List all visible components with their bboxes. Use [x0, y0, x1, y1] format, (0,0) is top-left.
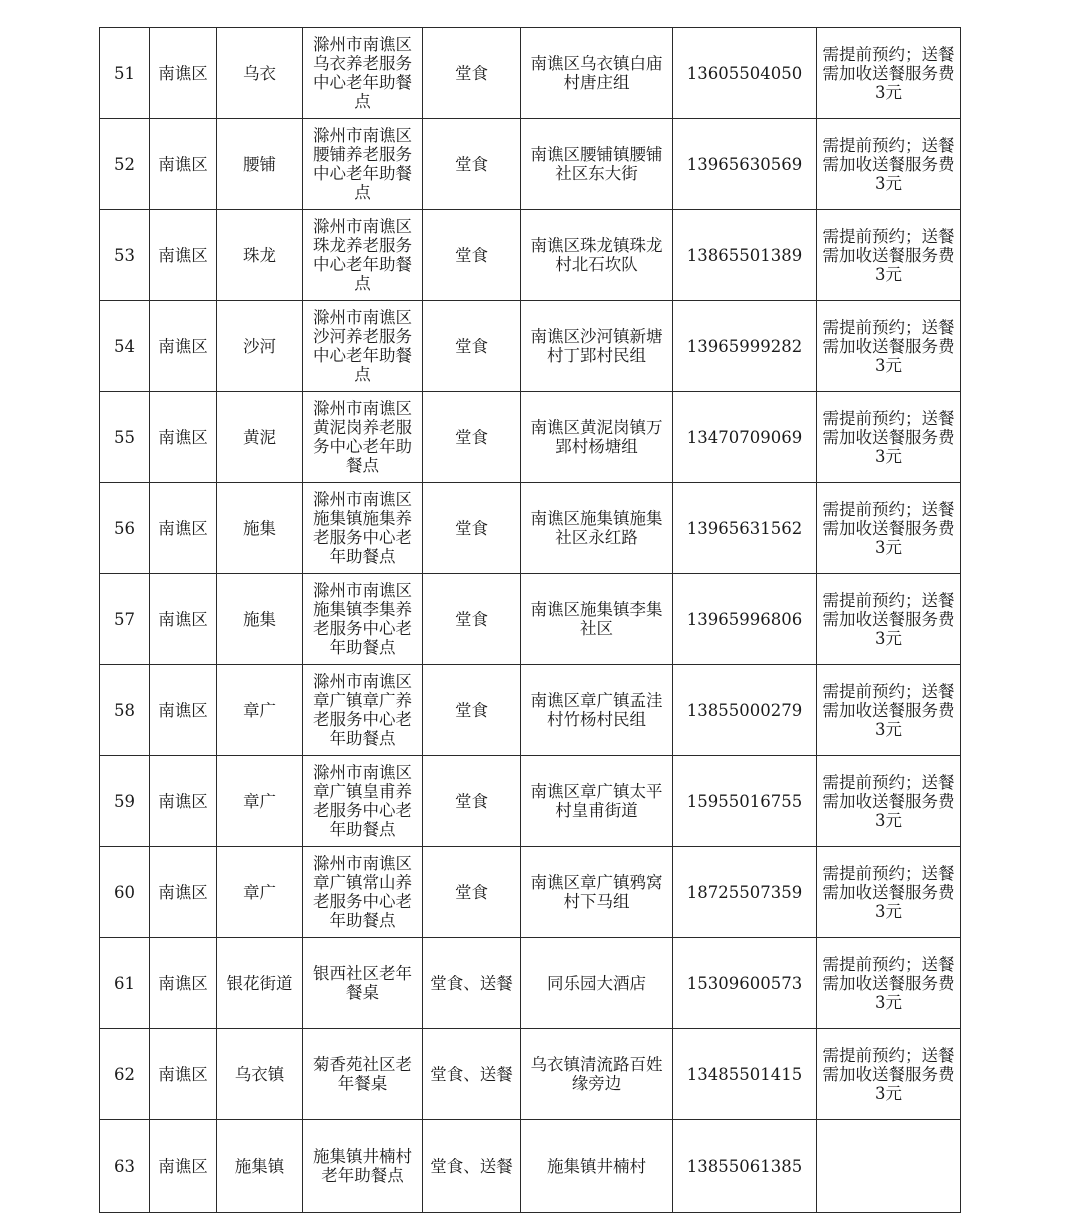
phone-cell: 13965996806	[673, 574, 817, 665]
note-cell: 需提前预约；送餐需加收送餐服务费3元	[817, 1029, 961, 1120]
district-cell: 南谯区	[150, 301, 217, 392]
address-cell: 南谯区章广镇鸦窝村下马组	[521, 847, 673, 938]
row-number: 51	[100, 28, 150, 119]
row-number: 63	[100, 1120, 150, 1213]
note-cell: 需提前预约；送餐需加收送餐服务费3元	[817, 483, 961, 574]
row-number: 54	[100, 301, 150, 392]
meal-point-table	[99, 27, 961, 1213]
row-number: 59	[100, 756, 150, 847]
district-cell: 南谯区	[150, 938, 217, 1029]
address-cell: 乌衣镇清流路百姓缘旁边	[521, 1029, 673, 1120]
table-row	[100, 1029, 961, 1120]
table-row	[100, 847, 961, 938]
meal-point-name-cell: 滁州市南谯区黄泥岗养老服务中心老年助餐点	[303, 392, 423, 483]
address-cell: 南谯区章广镇太平村皇甫街道	[521, 756, 673, 847]
note-cell: 需提前预约；送餐需加收送餐服务费3元	[817, 28, 961, 119]
phone-cell: 13470709069	[673, 392, 817, 483]
row-number: 57	[100, 574, 150, 665]
address-cell: 南谯区施集镇施集社区永红路	[521, 483, 673, 574]
phone-cell: 15955016755	[673, 756, 817, 847]
town-cell: 乌衣镇	[217, 1029, 303, 1120]
table-row	[100, 119, 961, 210]
town-cell: 银花街道	[217, 938, 303, 1029]
note-cell: 需提前预约；送餐需加收送餐服务费3元	[817, 938, 961, 1029]
table-row	[100, 1120, 961, 1213]
phone-cell: 13965999282	[673, 301, 817, 392]
table-row	[100, 392, 961, 483]
note-cell	[817, 1120, 961, 1213]
district-cell: 南谯区	[150, 574, 217, 665]
district-cell: 南谯区	[150, 756, 217, 847]
phone-cell: 13485501415	[673, 1029, 817, 1120]
service-type-cell: 堂食	[423, 574, 521, 665]
table-row	[100, 665, 961, 756]
town-cell: 施集	[217, 574, 303, 665]
row-number: 55	[100, 392, 150, 483]
town-cell: 章广	[217, 847, 303, 938]
meal-point-name-cell: 滁州市南谯区腰铺养老服务中心老年助餐点	[303, 119, 423, 210]
meal-point-name-cell: 滁州市南谯区乌衣养老服务中心老年助餐点	[303, 28, 423, 119]
town-cell: 施集镇	[217, 1120, 303, 1213]
row-number: 58	[100, 665, 150, 756]
phone-cell: 13855000279	[673, 665, 817, 756]
town-cell: 施集	[217, 483, 303, 574]
phone-cell: 13965630569	[673, 119, 817, 210]
meal-point-name-cell: 滁州市南谯区章广镇章广养老服务中心老年助餐点	[303, 665, 423, 756]
note-cell: 需提前预约；送餐需加收送餐服务费3元	[817, 392, 961, 483]
town-cell: 腰铺	[217, 119, 303, 210]
district-cell: 南谯区	[150, 665, 217, 756]
note-cell: 需提前预约；送餐需加收送餐服务费3元	[817, 756, 961, 847]
town-cell: 章广	[217, 665, 303, 756]
row-number: 60	[100, 847, 150, 938]
note-cell: 需提前预约；送餐需加收送餐服务费3元	[817, 119, 961, 210]
meal-point-name-cell: 滁州市南谯区沙河养老服务中心老年助餐点	[303, 301, 423, 392]
phone-cell: 15309600573	[673, 938, 817, 1029]
service-type-cell: 堂食	[423, 665, 521, 756]
table-row	[100, 756, 961, 847]
town-cell: 珠龙	[217, 210, 303, 301]
service-type-cell: 堂食、送餐	[423, 938, 521, 1029]
note-cell: 需提前预约；送餐需加收送餐服务费3元	[817, 665, 961, 756]
meal-point-name-cell: 滁州市南谯区章广镇皇甫养老服务中心老年助餐点	[303, 756, 423, 847]
address-cell: 南谯区黄泥岗镇万郢村杨塘组	[521, 392, 673, 483]
meal-point-name-cell: 施集镇井楠村老年助餐点	[303, 1120, 423, 1213]
table-row	[100, 210, 961, 301]
table-row	[100, 301, 961, 392]
address-cell: 南谯区珠龙镇珠龙村北石坎队	[521, 210, 673, 301]
row-number: 52	[100, 119, 150, 210]
district-cell: 南谯区	[150, 119, 217, 210]
table-row	[100, 28, 961, 119]
district-cell: 南谯区	[150, 847, 217, 938]
service-type-cell: 堂食	[423, 483, 521, 574]
address-cell: 同乐园大酒店	[521, 938, 673, 1029]
address-cell: 南谯区沙河镇新塘村丁郢村民组	[521, 301, 673, 392]
service-type-cell: 堂食、送餐	[423, 1120, 521, 1213]
note-cell: 需提前预约；送餐需加收送餐服务费3元	[817, 210, 961, 301]
service-type-cell: 堂食、送餐	[423, 1029, 521, 1120]
row-number: 61	[100, 938, 150, 1029]
meal-point-name-cell: 滁州市南谯区施集镇施集养老服务中心老年助餐点	[303, 483, 423, 574]
table-row	[100, 574, 961, 665]
district-cell: 南谯区	[150, 210, 217, 301]
district-cell: 南谯区	[150, 28, 217, 119]
phone-cell: 18725507359	[673, 847, 817, 938]
meal-point-name-cell: 滁州市南谯区珠龙养老服务中心老年助餐点	[303, 210, 423, 301]
row-number: 56	[100, 483, 150, 574]
phone-cell: 13965631562	[673, 483, 817, 574]
town-cell: 乌衣	[217, 28, 303, 119]
note-cell: 需提前预约；送餐需加收送餐服务费3元	[817, 847, 961, 938]
note-cell: 需提前预约；送餐需加收送餐服务费3元	[817, 301, 961, 392]
district-cell: 南谯区	[150, 1029, 217, 1120]
service-type-cell: 堂食	[423, 756, 521, 847]
town-cell: 章广	[217, 756, 303, 847]
table-body	[100, 28, 961, 1213]
district-cell: 南谯区	[150, 392, 217, 483]
meal-point-name-cell: 滁州市南谯区施集镇李集养老服务中心老年助餐点	[303, 574, 423, 665]
town-cell: 黄泥	[217, 392, 303, 483]
table-row	[100, 938, 961, 1029]
meal-point-name-cell: 银西社区老年餐桌	[303, 938, 423, 1029]
district-cell: 南谯区	[150, 483, 217, 574]
meal-point-name-cell: 菊香苑社区老年餐桌	[303, 1029, 423, 1120]
address-cell: 南谯区施集镇李集社区	[521, 574, 673, 665]
district-cell: 南谯区	[150, 1120, 217, 1213]
phone-cell: 13855061385	[673, 1120, 817, 1213]
service-type-cell: 堂食	[423, 28, 521, 119]
phone-cell: 13865501389	[673, 210, 817, 301]
meal-point-name-cell: 滁州市南谯区章广镇常山养老服务中心老年助餐点	[303, 847, 423, 938]
table-row	[100, 483, 961, 574]
row-number: 62	[100, 1029, 150, 1120]
service-type-cell: 堂食	[423, 392, 521, 483]
address-cell: 施集镇井楠村	[521, 1120, 673, 1213]
address-cell: 南谯区乌衣镇白庙村唐庄组	[521, 28, 673, 119]
note-cell: 需提前预约；送餐需加收送餐服务费3元	[817, 574, 961, 665]
service-type-cell: 堂食	[423, 301, 521, 392]
address-cell: 南谯区腰铺镇腰铺社区东大街	[521, 119, 673, 210]
address-cell: 南谯区章广镇孟洼村竹杨村民组	[521, 665, 673, 756]
service-type-cell: 堂食	[423, 847, 521, 938]
phone-cell: 13605504050	[673, 28, 817, 119]
service-type-cell: 堂食	[423, 210, 521, 301]
row-number: 53	[100, 210, 150, 301]
town-cell: 沙河	[217, 301, 303, 392]
service-type-cell: 堂食	[423, 119, 521, 210]
